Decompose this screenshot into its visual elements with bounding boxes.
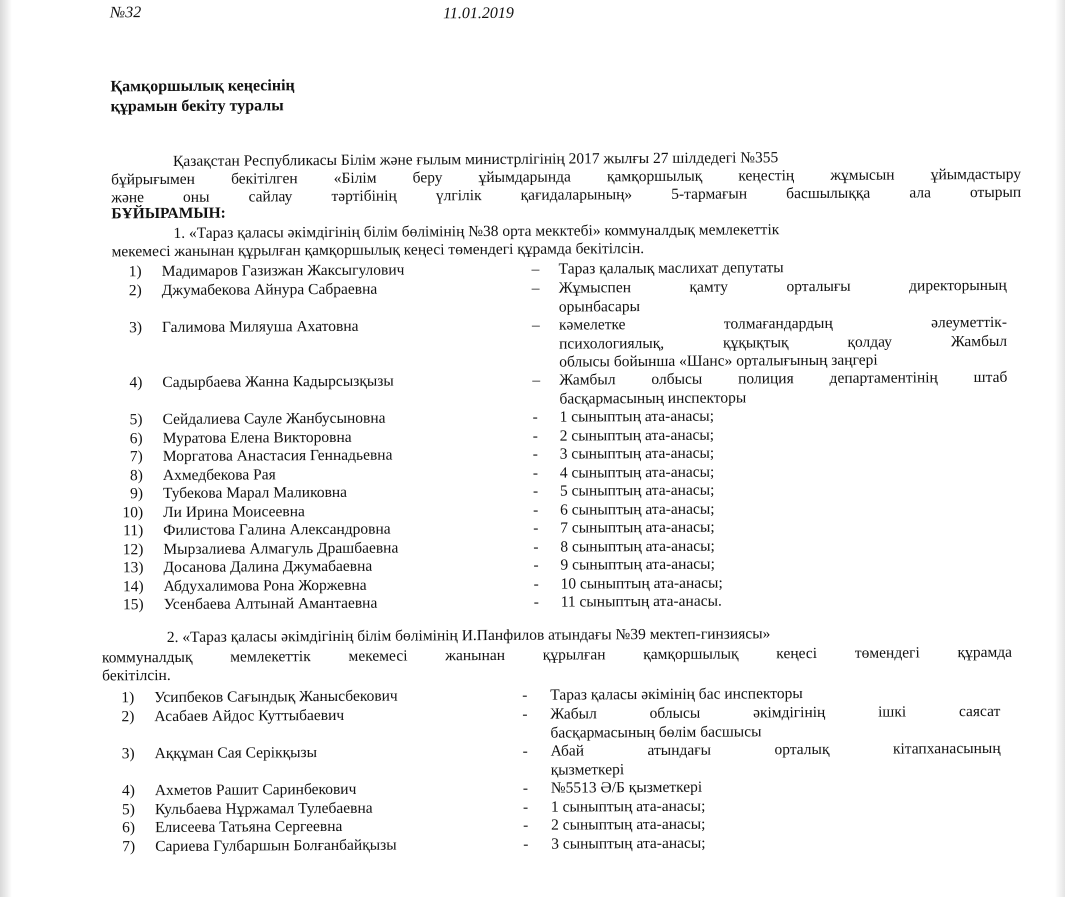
member-dash: - <box>523 835 529 853</box>
member-dash: - <box>522 816 529 834</box>
member-name: Усенбаева Алтынай Амантаевна <box>163 594 378 614</box>
member-name: Сариева Гулбаршын Болғанбайқызы <box>155 836 397 855</box>
member-number: 2) <box>121 708 135 726</box>
member-dash: - <box>532 408 538 426</box>
member-role <box>550 703 1000 743</box>
intro-line2: бұйрығымен бекітілген «Білім беру ұйымдарында қамқоршылық кеңестің жұмысын ұйымдастыру <box>111 165 1022 189</box>
member-name: Ахметов Рашит Саринбекович <box>154 780 357 800</box>
member-role-line: басқармасының инспекторы <box>559 388 747 408</box>
member-role-line: Абай атындағы орталық кітапханасының <box>550 739 1001 760</box>
section1-line2: мекемесі жанынан құрылған қамқоршылық кеңесі төмендегі құрамда бекітілсін. <box>111 240 645 261</box>
member-name: Абдухалимова Рона Жоржевна <box>163 576 367 595</box>
member-role-line: 6 сыныптың ата-анасы; <box>560 500 715 519</box>
member-number: 1) <box>121 689 135 707</box>
member-dash: – <box>531 316 540 334</box>
member-dash: - <box>532 427 538 445</box>
member-role <box>561 591 1009 612</box>
member-role-line: 2 сыныптың ата-анасы; <box>559 426 715 445</box>
member-row <box>2 313 1065 371</box>
member-role-line: психологиялық, құқықтық қолдау Жамбыл <box>559 332 1008 353</box>
member-dash: - <box>532 464 539 482</box>
member-number: 14) <box>122 577 144 595</box>
member-number: 7) <box>122 837 136 855</box>
member-number: 1) <box>128 263 142 281</box>
order-number: №32 <box>110 4 142 22</box>
member-number: 12) <box>122 540 144 558</box>
member-role-line: басқармасының бөлім басшысы <box>550 722 762 742</box>
intro-line1: Қазақстан Республикасы Білім және ғылым министрлігінің 2017 жылғы 27 шілдедегі №355 <box>172 149 779 170</box>
member-dash: - <box>533 501 539 519</box>
member-name: Ахмедбекова Рая <box>162 465 276 484</box>
member-name: Досанова Далина Джумабаевна <box>163 557 373 577</box>
member-role-line: кәмелетке толмағандардың әлеуметтік- <box>558 313 1008 334</box>
member-dash: - <box>532 482 539 500</box>
member-dash: – <box>531 260 540 278</box>
member-name: Мадимаров Газизжан Жаксыгулович <box>161 261 405 281</box>
member-role-line: Жұмыспен қамту орталығы директорының <box>558 276 1007 297</box>
member-name: Садырбаева Жанна Кадырсызқызы <box>162 372 394 392</box>
member-name: Асабаев Айдос Куттыбаевич <box>154 706 345 726</box>
member-number: 8) <box>129 466 143 484</box>
member-number: 10) <box>122 503 144 521</box>
member-role-line: Тараз қалалық маслихат депутаты <box>558 259 784 278</box>
member-role-line: 11 сыныптың ата-анасы. <box>560 592 722 611</box>
member-row <box>5 739 1065 779</box>
doc-title-line2: құрамын бекіту туралы <box>110 97 284 116</box>
member-role-line: Жамбыл олбысы полиция департаментінің штаб <box>559 368 1008 389</box>
member-name: Елисеева Татьяна Сергеевна <box>155 817 343 837</box>
member-dash: - <box>522 742 528 760</box>
member-role-line: облысы бойынша «Шанс» орталығының заңгері <box>559 351 878 371</box>
order-keyword: БҰЙЫРАМЫН: <box>111 204 226 223</box>
member-role-line: орынбасары <box>558 297 641 316</box>
member-name: Усипбеков Сағындық Жанысбекович <box>154 687 398 707</box>
member-dash: - <box>522 798 529 816</box>
member-number: 15) <box>122 596 144 614</box>
member-role-line: 4 сыныптың ата-анасы; <box>559 463 715 482</box>
member-name: Аққұман Сая Серікқызы <box>154 744 318 763</box>
member-number: 4) <box>121 782 135 800</box>
member-number: 5) <box>129 411 143 429</box>
member-name: Мырзалиева Алмагуль Драшбаевна <box>163 539 399 558</box>
member-role-line: 2 сыныптың ата-анасы; <box>550 815 706 834</box>
member-role-line: 8 сыныптың ата-анасы; <box>560 537 715 556</box>
order-date: 11.01.2019 <box>443 4 514 23</box>
member-dash: - <box>532 445 539 463</box>
member-number: 2) <box>128 282 142 300</box>
member-role-line: 10 сыныптың ата-анасы; <box>560 574 723 593</box>
member-role <box>559 369 1007 409</box>
doc-title-line1: Қамқоршылық кеңесінің <box>110 77 295 96</box>
member-dash: - <box>522 779 529 797</box>
member-dash: - <box>533 538 539 556</box>
member-number: 5) <box>121 800 135 818</box>
member-name: Джумабекова Айнура Сабраевна <box>161 280 378 300</box>
member-dash: – <box>532 371 541 389</box>
member-number: 6) <box>129 429 143 447</box>
member-role <box>559 277 1007 317</box>
member-name: Сейдалиева Сауле Жанбусыновна <box>162 409 386 429</box>
member-name: Кульбаева Нұржамал Тулебаевна <box>154 799 373 818</box>
member-number: 3) <box>121 745 135 763</box>
member-role <box>550 684 1000 705</box>
member-dash: - <box>533 593 539 611</box>
member-number: 3) <box>129 319 143 337</box>
member-number: 4) <box>129 374 143 392</box>
member-name: Муратова Елена Викторовна <box>162 428 352 447</box>
member-name: Филистова Галина Александровна <box>163 520 391 540</box>
member-dash: - <box>533 575 539 593</box>
member-role-line: 3 сыныптың ата-анасы; <box>559 444 715 463</box>
member-role-line: Жабыл облысы әкімдігінің ішкі саясат <box>550 702 1001 723</box>
member-role-line: 7 сыныптың ата-анасы; <box>560 518 715 537</box>
member-role-line: 1 сыныптың ата-анасы; <box>550 797 706 816</box>
section2-line2: коммуналдық мемлекеттік мекемесі жанынан құрылған қамқоршылық кеңесі төмендегі құрамда <box>101 643 1013 667</box>
member-dash: - <box>522 705 528 723</box>
member-dash: - <box>533 556 539 574</box>
member-number: 13) <box>122 559 144 577</box>
member-name: Ли Ирина Моисеевна <box>163 502 305 521</box>
member-role-line: Тараз қаласы әкімінің бас инспекторы <box>550 685 803 704</box>
member-role <box>551 832 1001 853</box>
member-number: 11) <box>123 522 144 540</box>
section2-line1: 2. «Тараз қаласы әкімдігінің білім бөлімінің И.Панфилов атындағы №39 мектеп-гинзиясы» <box>166 625 771 646</box>
member-dash: – <box>531 279 540 297</box>
section1-line1: 1. «Тараз қаласы әкімдігінің білім бөлімінің №38 орта мекктебі» коммуналдық мемлекеттік <box>173 221 780 242</box>
member-name: Моргатова Анастасия Геннадьевна <box>162 446 393 466</box>
member-name: Тубекова Марал Маликовна <box>162 483 348 503</box>
member-number: 6) <box>122 819 136 837</box>
member-role <box>551 740 1001 780</box>
member-role-line: қызметкері <box>550 760 625 779</box>
intro-line3: және оны сайлау тәртібінің үлгілік қағидаларының» 5-тармағын басшылыққа ала отырып <box>111 183 1022 207</box>
member-dash: - <box>522 686 528 704</box>
section2-line3: бекітілсін. <box>102 666 171 685</box>
member-name: Галимова Миляуша Ахатовна <box>161 317 359 337</box>
member-role <box>559 314 1007 372</box>
member-role-line: 5 сыныптың ата-анасы; <box>559 481 715 500</box>
member-role-line: 1 сыныптың ата-анасы; <box>559 407 715 426</box>
member-row <box>2 368 1065 408</box>
member-number: 7) <box>129 448 143 466</box>
member-role-line: 9 сыныптың ата-анасы; <box>560 555 715 574</box>
member-role-line: 3 сыныптың ата-анасы; <box>551 834 706 853</box>
member-role-line: №5513 Ә/Б қызметкері <box>550 778 703 797</box>
member-number: 9) <box>130 485 144 503</box>
member-dash: - <box>533 519 539 537</box>
member-role <box>559 258 1007 279</box>
